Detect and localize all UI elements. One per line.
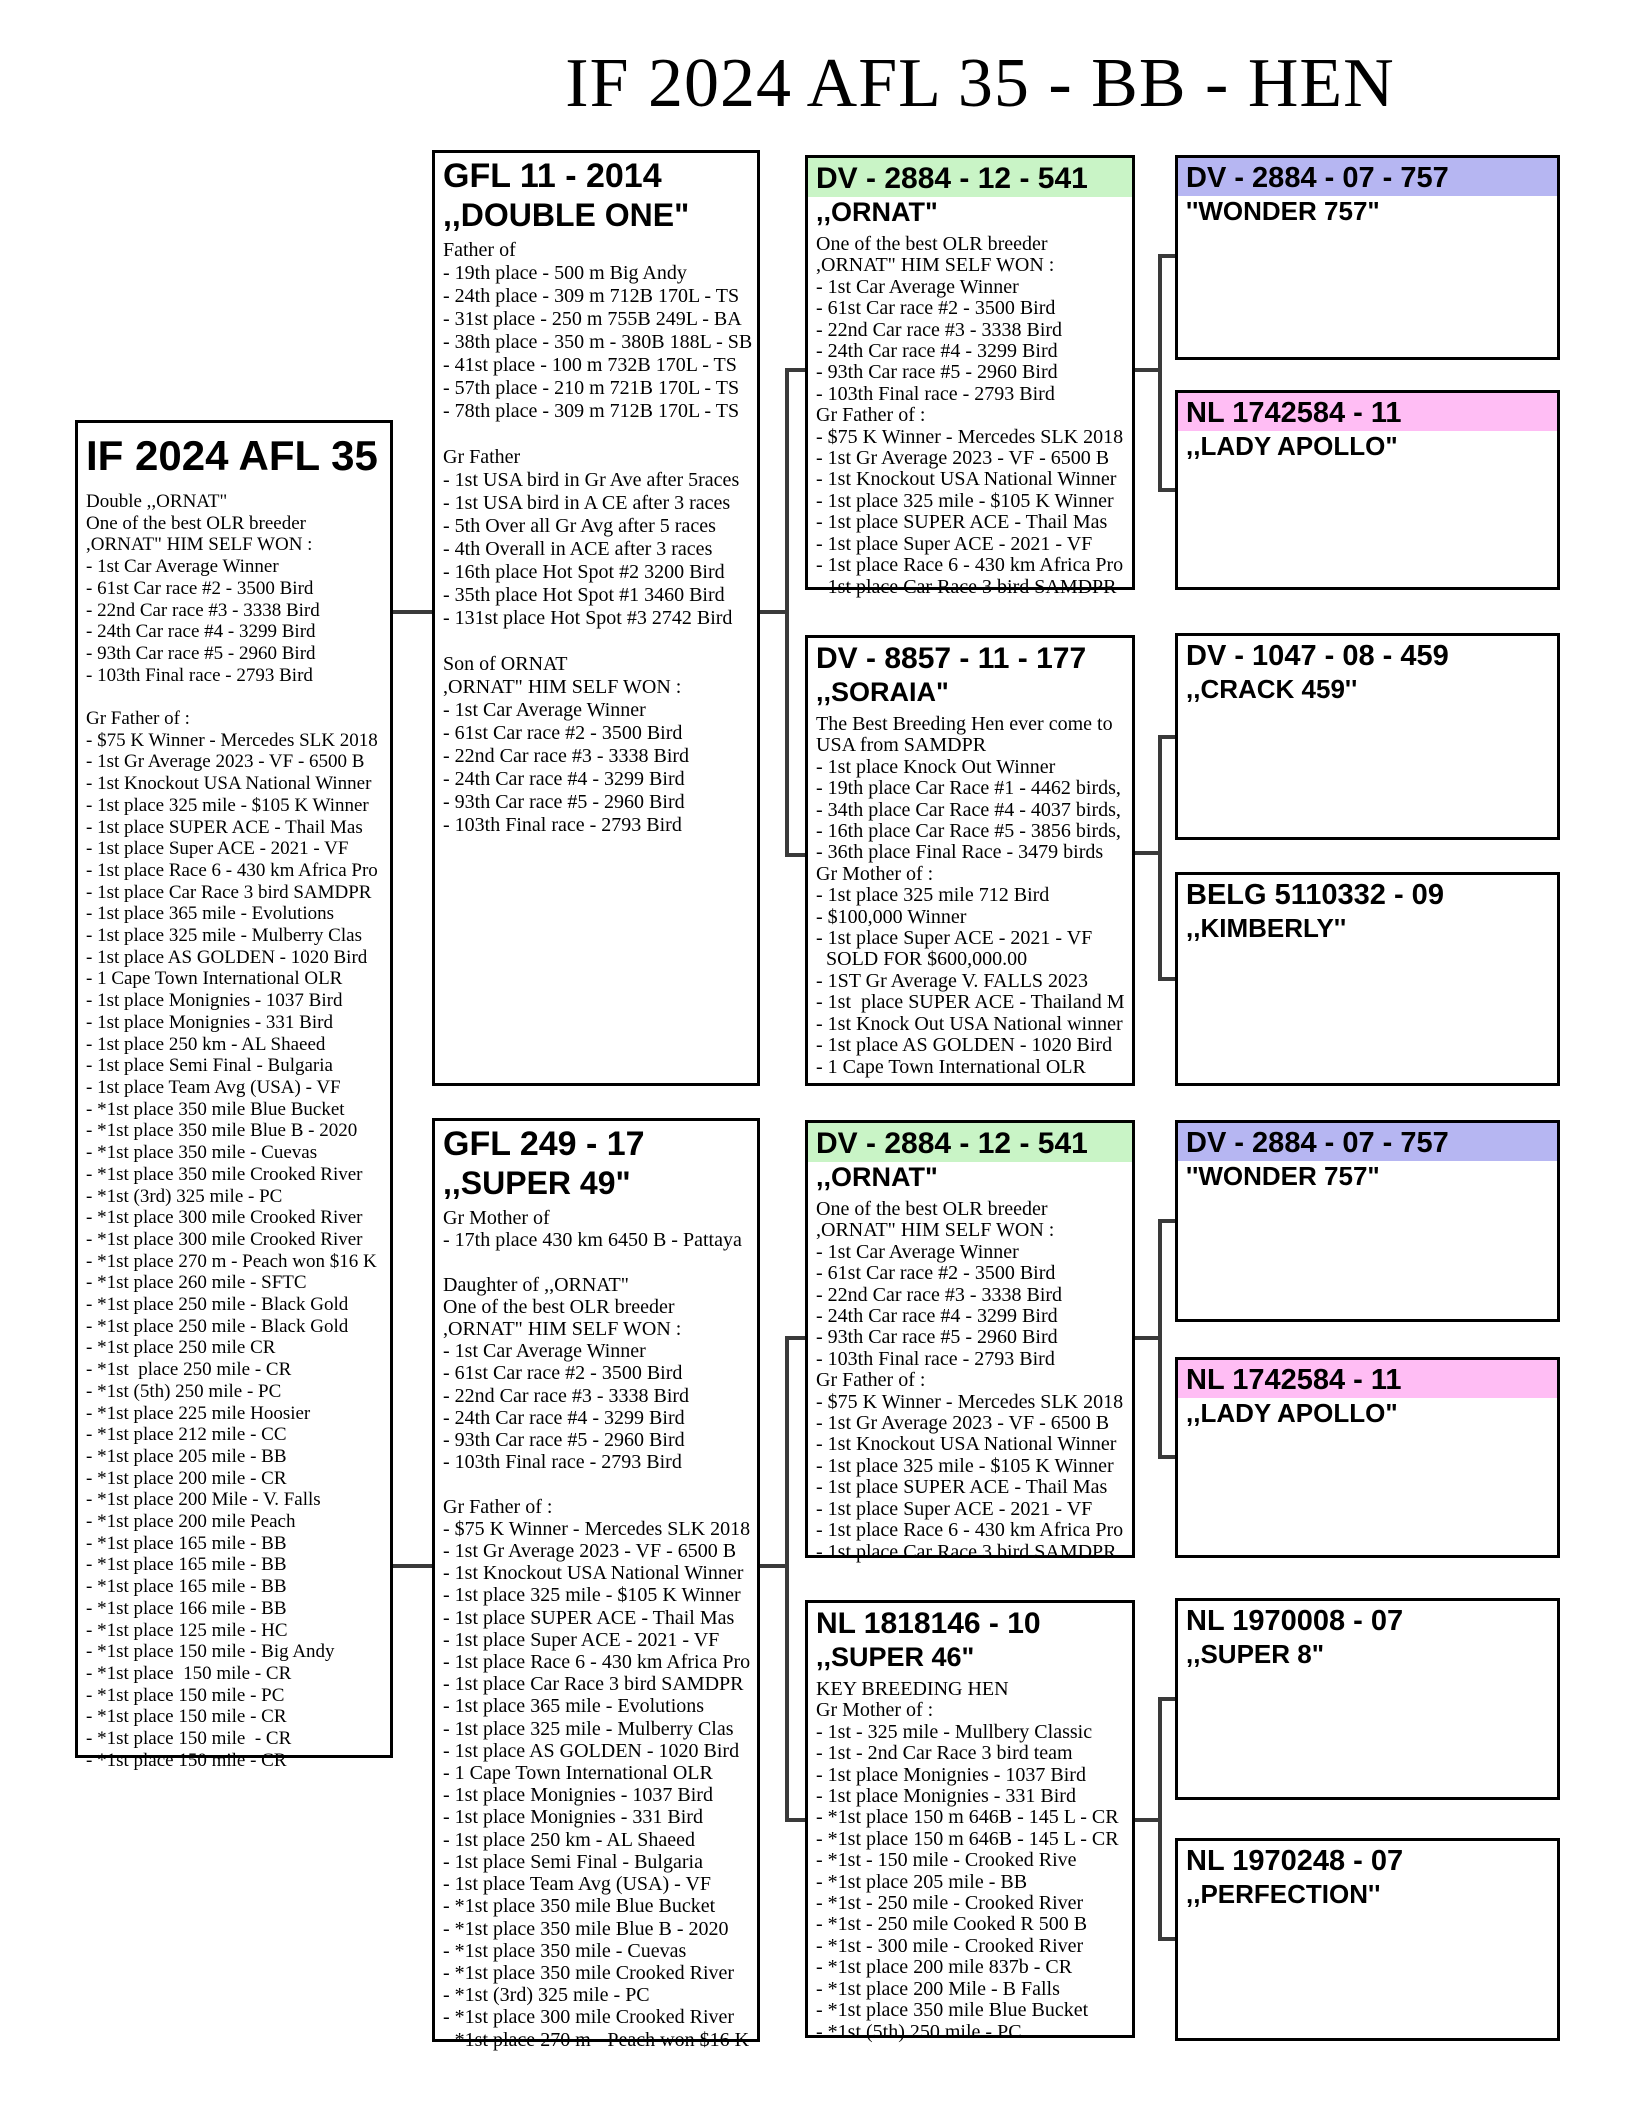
pedigree-line: - 1st Gr Average 2023 - VF - 6500 B <box>443 1540 737 1563</box>
pedigree-line: - 1st place 250 km - AL Shaeed <box>443 1828 695 1851</box>
pedigree-line: - 36th place Final Race - 3479 birds <box>816 841 1104 864</box>
pedigree-line: KEY BREEDING HEN <box>816 1678 1009 1700</box>
pedigree-line: - *1st place 250 mile - Black Gold <box>86 1294 349 1316</box>
pedigree-line: - *1st place 150 mile - PC <box>86 1684 285 1706</box>
pedigree-line: - 93th Car race #5 - 2960 Bird <box>816 361 1058 384</box>
pedigree-line: - 1st place Monignies - 331 Bird <box>816 1785 1076 1808</box>
connector-line <box>1162 488 1175 492</box>
pedigree-line: - 1st place Car Race 3 bird SAMDPR <box>443 1673 744 1696</box>
achievements-list <box>435 233 757 837</box>
pedigree-line: - 5th Over all Gr Avg after 5 races <box>443 515 716 537</box>
pedigree-line: - 1st place Semi Final - Bulgaria <box>443 1850 703 1873</box>
pedigree-line: - *1st place 350 mile Crooked River <box>86 1163 363 1185</box>
connector-line <box>789 1818 805 1822</box>
pedigree-box-great-grandparent-2 <box>1175 390 1560 590</box>
pedigree-line: - 24th place - 309 m 712B 170L - TS <box>443 285 740 307</box>
pedigree-line: - 16th place Car Race #5 - 3856 birds, <box>816 820 1121 843</box>
pedigree-line: - 1st Car Average Winner <box>816 1240 1019 1263</box>
pedigree-line: - 1st Knockout USA National Winner <box>816 1433 1117 1456</box>
pedigree-line: - 1st place Monignies - 331 Bird <box>86 1011 333 1033</box>
pedigree-line: - 1st place Monignies - 1037 Bird <box>816 1763 1086 1786</box>
pedigree-line: - 1st place 325 mile - $105 K Winner <box>86 794 369 816</box>
pedigree-line: - 1st Car Average Winner <box>443 699 646 721</box>
pedigree-line: One of the best OLR breeder <box>86 512 307 534</box>
pedigree-line: - *1st place 350 mile - Cuevas <box>443 1939 687 1962</box>
ring-number: NL 1742584 - 11 <box>1178 1360 1557 1398</box>
bird-name: ,,LADY APOLLO" <box>1186 431 1398 461</box>
achievements-list <box>808 1673 1132 2043</box>
achievements-list <box>435 1201 757 2051</box>
pedigree-line: - 1st place AS GOLDEN - 1020 Bird <box>443 1739 740 1762</box>
pedigree-line: - 103th Final race - 2793 Bird <box>86 664 313 686</box>
pedigree-line: - *1st place 150 mile - CR <box>86 1749 287 1771</box>
pedigree-line: - 1st place Monignies - 331 Bird <box>443 1806 703 1829</box>
pedigree-line <box>86 686 388 708</box>
ring-number: DV - 2884 - 07 - 757 <box>1178 1123 1557 1161</box>
pedigree-box-grandmother-paternal <box>805 635 1135 1086</box>
bird-name: ,,SORAIA" <box>816 677 949 707</box>
pedigree-line: - *1st place 270 m - Peach won $16 K <box>86 1250 377 1272</box>
pedigree-line: - 1st place Super ACE - 2021 - VF <box>816 927 1093 950</box>
pedigree-line: - *1st place 350 mile Blue B - 2020 <box>443 1917 729 1940</box>
pedigree-line: Gr Mother of : <box>816 862 934 885</box>
pedigree-line: - 1st place Super ACE - 2021 - VF <box>816 532 1093 555</box>
bird-name: ''WONDER 757" <box>1186 196 1380 226</box>
pedigree-line: - *1st place 150 mile - CR <box>86 1728 292 1750</box>
pedigree-line: - 1st Knockout USA National Winner <box>816 468 1117 491</box>
ring-number: NL 1970008 - 07 <box>1186 1605 1404 1637</box>
pedigree-line: Gr Father of : <box>816 1369 926 1392</box>
pedigree-line: - 57th place - 210 m 721B 170L - TS <box>443 377 740 399</box>
pedigree-line: - 1st Knockout USA National Winner <box>443 1562 744 1585</box>
connector-line <box>789 368 805 372</box>
ring-number: NL 1742584 - 11 <box>1178 393 1557 431</box>
connector-line <box>1135 851 1160 855</box>
pedigree-line: - $75 K Winner - Mercedes SLK 2018 <box>816 425 1124 448</box>
pedigree-line: - *1st place 250 mile - CR <box>86 1359 292 1381</box>
ring-number: NL 1818146 - 10 <box>816 1607 1041 1640</box>
pedigree-line: - 1 Cape Town International OLR <box>86 968 343 990</box>
connector-line <box>789 1336 805 1340</box>
pedigree-line: Gr Father of : <box>816 404 926 427</box>
pedigree-line: - *1st place 350 mile Blue Bucket <box>816 1999 1089 2022</box>
pedigree-line: - 1 Cape Town International OLR <box>816 1055 1086 1078</box>
pedigree-line: - 1st place 325 mile - $105 K Winner <box>816 1454 1114 1477</box>
pedigree-line: - *1st place 150 mile - CR <box>86 1662 292 1684</box>
bird-name: ,,CRACK 459'' <box>1186 674 1358 704</box>
pedigree-line: - *1st - 250 mile - Crooked River <box>816 1892 1084 1915</box>
pedigree-line: Daughter of ,,ORNAT" <box>443 1273 629 1296</box>
pedigree-line: - *1st place 205 mile - BB <box>816 1870 1028 1893</box>
ring-number: DV - 2884 - 07 - 757 <box>1178 158 1557 196</box>
pedigree-line: SOLD FOR $600,000.00 <box>816 948 1028 971</box>
pedigree-box-subject <box>75 420 393 1771</box>
pedigree-line: - *1st place 270 m - Peach won $16 K <box>443 2028 750 2051</box>
pedigree-line: - *1st place 260 mile - SFTC <box>86 1272 307 1294</box>
pedigree-line: - 131st place Hot Spot #3 2742 Bird <box>443 607 733 629</box>
connector-line <box>785 1336 789 1822</box>
pedigree-line: - 1st place Team Avg (USA) - VF <box>86 1076 341 1098</box>
pedigree-line: - 93th Car race #5 - 2960 Bird <box>443 1429 685 1452</box>
pedigree-line: - $75 K Winner - Mercedes SLK 2018 <box>443 1517 751 1540</box>
pedigree-line: - *1st place 165 mile - BB <box>86 1576 287 1598</box>
pedigree-line: - 1st place 325 mile 712 Bird <box>816 884 1050 907</box>
pedigree-line: - *1st place 200 mile Peach <box>86 1511 296 1533</box>
pedigree-line: - *1st place 225 mile Hoosier <box>86 1402 311 1424</box>
pedigree-line: - 1st place Monignies - 1037 Bird <box>443 1784 713 1807</box>
pedigree-line: ,ORNAT" HIM SELF WON : <box>443 676 682 698</box>
pedigree-box-great-grandparent-3 <box>1175 633 1560 840</box>
pedigree-line: - 78th place - 309 m 712B 170L - TS <box>443 400 740 422</box>
pedigree-line: - 1st place Race 6 - 430 km Africa Pro <box>86 859 378 881</box>
pedigree-line: - 1st Car Average Winner <box>443 1340 646 1363</box>
pedigree-line: - 38th place - 350 m - 380B 188L - SB <box>443 331 753 353</box>
connector-line <box>785 368 789 857</box>
pedigree-line: - 93th Car race #5 - 2960 Bird <box>816 1326 1058 1349</box>
pedigree-box-great-grandparent-1 <box>1175 155 1560 360</box>
ring-number: DV - 2884 - 12 - 541 <box>808 158 1132 197</box>
ring-number: BELG 5110332 - 09 <box>1186 879 1444 911</box>
pedigree-line: - 1ST Gr Average V. FALLS 2023 <box>816 969 1089 992</box>
pedigree-line: - 22nd Car race #3 - 3338 Bird <box>816 1283 1063 1306</box>
pedigree-line: - *1st place 250 mile - Black Gold <box>86 1315 349 1337</box>
pedigree-line: ,ORNAT" HIM SELF WON : <box>443 1318 682 1341</box>
bird-name: ,,LADY APOLLO" <box>1186 1398 1398 1428</box>
pedigree-line: - *1st place 350 mile Blue Bucket <box>443 1895 716 1918</box>
connector-line <box>1135 1818 1160 1822</box>
page-title: IF 2024 AFL 35 - BB - HEN <box>565 45 1395 122</box>
pedigree-line: - 22nd Car race #3 - 3338 Bird <box>443 745 690 767</box>
pedigree-line: ,ORNAT" HIM SELF WON : <box>86 534 313 556</box>
pedigree-line: - 61st Car race #2 - 3500 Bird <box>443 1362 683 1385</box>
connector-line <box>393 610 432 614</box>
pedigree-line: - *1st place 200 Mile - V. Falls <box>86 1489 321 1511</box>
pedigree-line: - 103th Final race - 2793 Bird <box>816 1347 1055 1370</box>
connector-line <box>1162 735 1175 739</box>
pedigree-line: - 93th Car race #5 - 2960 Bird <box>86 642 316 664</box>
pedigree-box-grandfather-maternal <box>805 1120 1135 1563</box>
pedigree-line: - $100,000 Winner <box>816 905 967 928</box>
pedigree-line: - 41st place - 100 m 732B 170L - TS <box>443 354 737 376</box>
pedigree-box-great-grandparent-8 <box>1175 1838 1560 2041</box>
pedigree-line: - *1st place 300 mile Crooked River <box>443 2006 735 2029</box>
pedigree-line: - 1st place AS GOLDEN - 1020 Bird <box>86 946 368 968</box>
pedigree-line: - 61st Car race #2 - 3500 Bird <box>443 722 683 744</box>
pedigree-line: - 1st USA bird in Gr Ave after 5races <box>443 469 740 491</box>
pedigree-line: - 24th Car race #4 - 3299 Bird <box>816 1305 1058 1328</box>
pedigree-line: Double ,,ORNAT" <box>86 491 228 512</box>
pedigree-line: - 1st place 250 km - AL Shaeed <box>86 1033 326 1055</box>
pedigree-line: - 103th Final race - 2793 Bird <box>816 382 1055 405</box>
pedigree-box-mother <box>432 1118 760 2051</box>
pedigree-line: - 103th Final race - 2793 Bird <box>443 814 682 836</box>
pedigree-line: - 1st place Monignies - 1037 Bird <box>86 990 343 1012</box>
achievements-list <box>808 708 1132 1078</box>
pedigree-box-great-grandparent-6 <box>1175 1357 1560 1558</box>
pedigree-line: - 1st place Race 6 - 430 km Africa Pro <box>816 554 1124 577</box>
pedigree-line: - *1st place 350 mile - Cuevas <box>86 1142 318 1164</box>
pedigree-line: - *1st place 150 mile - Big Andy <box>86 1641 335 1663</box>
pedigree-line: - 1st place Knock Out Winner <box>816 755 1056 778</box>
ring-number: GFL 11 - 2014 <box>443 157 662 195</box>
pedigree-line: Son of ORNAT <box>443 653 568 675</box>
pedigree-box-grandfather-paternal <box>805 155 1135 598</box>
connector-line <box>1158 735 1162 981</box>
pedigree-line: - 61st Car race #2 - 3500 Bird <box>86 577 314 599</box>
pedigree-line: - 1st place 325 mile - Mulberry Clas <box>86 925 362 947</box>
pedigree-line: - *1st place 150 m 646B - 145 L - CR <box>816 1806 1119 1829</box>
pedigree-line: - *1st - 250 mile Cooked R 500 B <box>816 1913 1088 1936</box>
pedigree-line: - *1st place 200 Mile - B Falls <box>816 1977 1060 2000</box>
pedigree-line: - *1st place 300 mile Crooked River <box>86 1207 363 1229</box>
pedigree-line: - 1st place Race 6 - 430 km Africa Pro <box>443 1651 751 1674</box>
connector-line <box>1162 977 1175 981</box>
pedigree-line: - *1st place 250 mile CR <box>86 1337 276 1359</box>
achievements-list <box>808 228 1132 598</box>
pedigree-line: - *1st place 125 mile - HC <box>86 1619 288 1641</box>
pedigree-line: - *1st place 150 mile - CR <box>86 1706 287 1728</box>
pedigree-line: - $75 K Winner - Mercedes SLK 2018 <box>86 729 378 751</box>
pedigree-line: - *1st (5th) 250 mile - PC <box>86 1380 282 1402</box>
pedigree-line: - 1st place SUPER ACE - Thail Mas <box>816 511 1108 534</box>
bird-name: ,,ORNAT" <box>816 197 938 227</box>
pedigree-line: - 24th Car race #4 - 3299 Bird <box>816 340 1058 363</box>
pedigree-line: - 1st Gr Average 2023 - VF - 6500 B <box>86 751 365 773</box>
pedigree-line: - 1st - 325 mile - Mullbery Classic <box>816 1720 1093 1743</box>
pedigree-line: - 4th Overall in ACE after 3 races <box>443 538 713 560</box>
pedigree-line: - *1st (3rd) 325 mile - PC <box>443 1984 650 2007</box>
achievements-list <box>808 1193 1132 1563</box>
pedigree-line: - 1st place Car Race 3 bird SAMDPR <box>816 1540 1117 1563</box>
bird-name: ,,ORNAT" <box>816 1162 938 1192</box>
pedigree-line: - *1st place 205 mile - BB <box>86 1445 287 1467</box>
pedigree-box-father <box>432 150 760 1086</box>
pedigree-line: Father of <box>443 239 516 261</box>
bird-name: ,,SUPER 49" <box>443 1165 631 1201</box>
pedigree-line: - 1st place Car Race 3 bird SAMDPR <box>816 575 1117 598</box>
pedigree-box-great-grandparent-5 <box>1175 1120 1560 1322</box>
pedigree-line: - 1st place 325 mile - $105 K Winner <box>816 489 1114 512</box>
pedigree-line: - 1st Car Average Winner <box>816 275 1019 298</box>
pedigree-line: - 24th Car race #4 - 3299 Bird <box>86 621 316 643</box>
pedigree-line: ,ORNAT" HIM SELF WON : <box>816 1219 1055 1242</box>
pedigree-line <box>443 1473 755 1495</box>
pedigree-line: One of the best OLR breeder <box>443 1295 675 1318</box>
connector-line <box>760 1564 785 1568</box>
pedigree-box-grandmother-maternal <box>805 1600 1135 2043</box>
pedigree-line: - 1st place SUPER ACE - Thail Mas <box>443 1606 735 1629</box>
pedigree-line: - *1st place 165 mile - BB <box>86 1532 287 1554</box>
pedigree-line: - *1st place 350 mile Blue Bucket <box>86 1098 345 1120</box>
pedigree-line: - *1st - 300 mile - Crooked River <box>816 1934 1084 1957</box>
pedigree-line: - 1st place Car Race 3 bird SAMDPR <box>86 881 372 903</box>
pedigree-line: ,ORNAT" HIM SELF WON : <box>816 254 1055 277</box>
pedigree-line: - 1st - 2nd Car Race 3 bird team <box>816 1742 1073 1765</box>
pedigree-line: - 1st place Race 6 - 430 km Africa Pro <box>816 1519 1124 1542</box>
bird-name: ,,SUPER 8" <box>1186 1639 1325 1669</box>
pedigree-line: - 1st place 365 mile - Evolutions <box>443 1695 705 1718</box>
pedigree-line: - 1st place SUPER ACE - Thail Mas <box>86 816 363 838</box>
pedigree-line <box>443 1251 755 1273</box>
bird-name: ''WONDER 757" <box>1186 1161 1380 1191</box>
pedigree-box-great-grandparent-7 <box>1175 1598 1560 1800</box>
pedigree-line: - 1st Gr Average 2023 - VF - 6500 B <box>816 447 1110 470</box>
connector-line <box>1162 254 1175 258</box>
connector-line <box>1162 1455 1175 1459</box>
connector-line <box>393 1564 432 1568</box>
connector-line <box>1135 368 1160 372</box>
pedigree-line: - 1st place 365 mile - Evolutions <box>86 903 335 925</box>
pedigree-line: - 1st USA bird in A CE after 3 races <box>443 492 731 514</box>
ring-number: DV - 2884 - 12 - 541 <box>808 1123 1132 1162</box>
pedigree-line: One of the best OLR breeder <box>816 233 1048 255</box>
pedigree-line: - 1st place Super ACE - 2021 - VF <box>443 1628 720 1651</box>
ring-number: DV - 1047 - 08 - 459 <box>1186 640 1449 672</box>
pedigree-line: - *1st place 200 mile 837b - CR <box>816 1956 1073 1979</box>
subject-achievements-list <box>78 485 390 1771</box>
pedigree-line: - 1st Knockout USA National Winner <box>86 773 372 795</box>
bird-name: ,,DOUBLE ONE" <box>443 197 690 233</box>
pedigree-line <box>443 423 755 446</box>
connector-line <box>1135 1336 1160 1340</box>
pedigree-line: - 35th place Hot Spot #1 3460 Bird <box>443 584 725 606</box>
connector-line <box>760 610 785 614</box>
pedigree-line: - 19th place - 500 m Big Andy <box>443 262 687 284</box>
connector-line <box>1162 1937 1175 1941</box>
pedigree-line: - 22nd Car race #3 - 3338 Bird <box>816 318 1063 341</box>
bird-name: ,,KIMBERLY'' <box>1186 913 1347 943</box>
pedigree-line: - *1st place 200 mile - CR <box>86 1467 287 1489</box>
pedigree-line: - 34th place Car Race #4 - 4037 birds, <box>816 798 1121 821</box>
pedigree-line: - *1st place 350 mile Blue B - 2020 <box>86 1120 358 1142</box>
connector-line <box>1158 1697 1162 1941</box>
pedigree-line: - *1st place 300 mile Crooked River <box>86 1228 363 1250</box>
pedigree-line: - 1st place Team Avg (USA) - VF <box>443 1873 712 1896</box>
pedigree-line: - 16th place Hot Spot #2 3200 Bird <box>443 561 725 583</box>
pedigree-line: - 17th place 430 km 6450 B - Pattaya <box>443 1229 742 1252</box>
pedigree-line: - 1 Cape Town International OLR <box>443 1762 713 1785</box>
pedigree-line: - *1st place 166 mile - BB <box>86 1597 287 1619</box>
connector-line <box>1162 1219 1175 1223</box>
connector-line <box>789 853 805 857</box>
pedigree-line: - *1st (5th) 250 mile - PC <box>816 2020 1022 2043</box>
pedigree-line: USA from SAMDPR <box>816 734 987 757</box>
ring-number: GFL 249 - 17 <box>443 1125 645 1163</box>
pedigree-line: - *1st place 350 mile Crooked River <box>443 1961 735 1984</box>
pedigree-line: - 1st Car Average Winner <box>86 556 279 578</box>
pedigree-line: - 31st place - 250 m 755B 249L - BA <box>443 308 742 330</box>
pedigree-line: - 93th Car race #5 - 2960 Bird <box>443 791 685 813</box>
connector-line <box>1162 1697 1175 1701</box>
pedigree-line: - 103th Final race - 2793 Bird <box>443 1451 682 1474</box>
pedigree-line: - 1st place SUPER ACE - Thailand M <box>816 991 1125 1014</box>
ring-number: DV - 8857 - 11 - 177 <box>816 642 1087 675</box>
pedigree-line: One of the best OLR breeder <box>816 1198 1048 1220</box>
pedigree-line: - 22nd Car race #3 - 3338 Bird <box>86 599 320 621</box>
pedigree-line: - 1st place AS GOLDEN - 1020 Bird <box>816 1034 1113 1057</box>
pedigree-line: - 19th place Car Race #1 - 4462 birds, <box>816 777 1121 800</box>
pedigree-line: - 1st place Super ACE - 2021 - VF <box>86 838 349 860</box>
pedigree-line: - 1st Knock Out USA National winner <box>816 1012 1123 1035</box>
pedigree-line: Gr Mother of : <box>816 1699 934 1722</box>
pedigree-line: - *1st (3rd) 325 mile - PC <box>86 1185 283 1207</box>
pedigree-line: The Best Breeding Hen ever come to <box>816 713 1113 735</box>
pedigree-line: - $75 K Winner - Mercedes SLK 2018 <box>816 1390 1124 1413</box>
pedigree-line: - 22nd Car race #3 - 3338 Bird <box>443 1384 690 1407</box>
pedigree-line: Gr Father of : <box>86 708 190 730</box>
bird-name: ,,PERFECTION'' <box>1186 1879 1381 1909</box>
pedigree-line: Gr Father <box>443 446 521 468</box>
pedigree-line: - 61st Car race #2 - 3500 Bird <box>816 1262 1056 1285</box>
pedigree-line: - 1st place Semi Final - Bulgaria <box>86 1055 333 1077</box>
pedigree-line: - *1st place 165 mile - BB <box>86 1554 287 1576</box>
pedigree-line: - 24th Car race #4 - 3299 Bird <box>443 1406 685 1429</box>
pedigree-line: - 61st Car race #2 - 3500 Bird <box>816 297 1056 320</box>
pedigree-line: - 1st place 325 mile - Mulberry Clas <box>443 1717 734 1740</box>
connector-line <box>1158 1219 1162 1459</box>
pedigree-line: Gr Father of : <box>443 1495 553 1518</box>
subject-bird-title: IF 2024 AFL 35 <box>86 432 378 479</box>
pedigree-line: - *1st place 212 mile - CC <box>86 1424 287 1446</box>
pedigree-line: - *1st place 150 m 646B - 145 L - CR <box>816 1827 1119 1850</box>
pedigree-line: - 1st place 325 mile - $105 K Winner <box>443 1584 741 1607</box>
pedigree-line: - 1st place Super ACE - 2021 - VF <box>816 1497 1093 1520</box>
pedigree-line: Gr Mother of <box>443 1207 550 1229</box>
pedigree-line: - 1st Gr Average 2023 - VF - 6500 B <box>816 1412 1110 1435</box>
bird-name: ,,SUPER 46" <box>816 1642 975 1672</box>
pedigree-line: - *1st - 150 mile - Crooked Rive <box>816 1849 1077 1872</box>
pedigree-box-great-grandparent-4 <box>1175 872 1560 1086</box>
connector-line <box>1158 254 1162 492</box>
pedigree-line: - 24th Car race #4 - 3299 Bird <box>443 768 685 790</box>
pedigree-line <box>443 630 755 653</box>
pedigree-line: - 1st place SUPER ACE - Thail Mas <box>816 1476 1108 1499</box>
ring-number: NL 1970248 - 07 <box>1186 1845 1404 1877</box>
